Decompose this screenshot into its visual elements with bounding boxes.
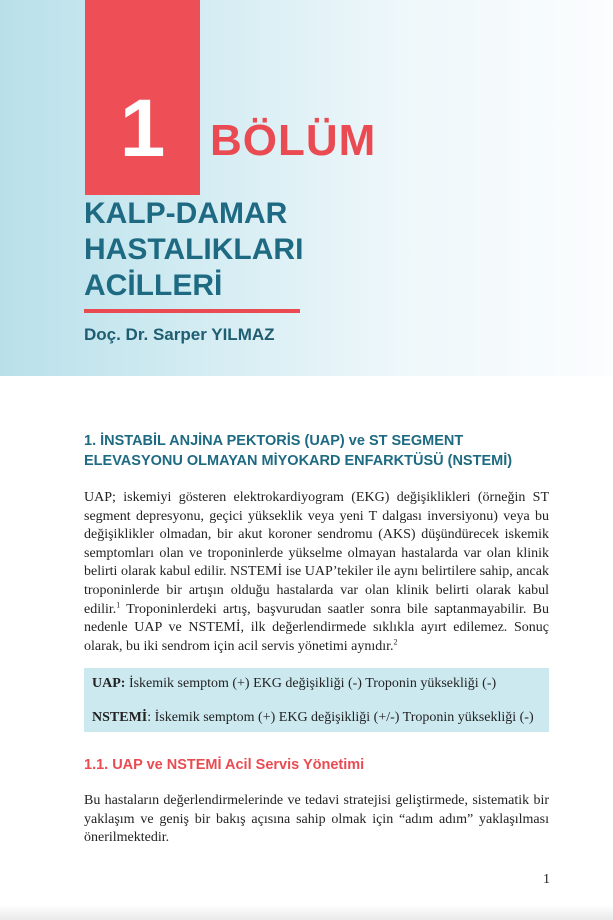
nstemi-definition-text: : İskemik semptom (+) EKG değişikliği (+/-) Troponin yüksekliği (-): [147, 710, 534, 725]
reference-superscript: 1: [116, 599, 121, 609]
uap-definition: [92, 675, 496, 693]
paragraph-text: UAP; iskemiyi gösteren elektrokardiyogram (EKG) değişiklikleri (örneğin ST segment depresyonu, geçici yükseklik veya yeni T dalgası inversiyonu) veya bu değişiklikler olmadan, bir akut koroner sendromu (AKS) düşündürecek iskemik semptomları olan ve troponinlerde yükselme olmayan hastalarda var olan klinik belirti olarak kabul edilir. NSTEMİ ise UAP’tekiler ile aynı belirtilere sahip, ancak troponinlerde bir artışın olduğu hastalarda var olan klinik belirti olarak kabul edilir.: [84, 490, 549, 617]
chapter-title-line: ACİLLERİ: [84, 269, 223, 302]
paragraph-text: Troponinlerdeki artış, başvurudan saatler sonra bile saptanmayabilir. Bu nedenle UAP ve NSTEMİ, ilk değerlendirmede sıklıkla ayırt edilemez. Sonuç olarak, bu iki sendrom için acil servis yönetimi aynıdır.: [84, 601, 549, 654]
section-heading-line: 1. İNSTABİL ANJİNA PEKTORİS (UAP) ve ST SEGMENT: [84, 433, 464, 449]
page-number: 1: [543, 872, 550, 887]
page-bottom-shadow: [0, 905, 613, 920]
body-paragraph: [84, 489, 549, 656]
nstemi-definition: [92, 709, 534, 727]
title-underline-divider: [84, 309, 300, 313]
chapter-title: [84, 196, 444, 304]
uap-definition-text: İskemik semptom (+) EKG değişikliği (-) Troponin yüksekliği (-): [125, 676, 497, 691]
section-heading-line: ELEVASYONU OLMAYAN MİYOKARD ENFARKTÜSÜ (NSTEMİ): [84, 453, 513, 469]
subsection-heading: 1.1. UAP ve NSTEMİ Acil Servis Yönetimi: [84, 757, 365, 773]
definition-info-box: [84, 668, 549, 732]
nstemi-label: NSTEMİ: [92, 710, 148, 725]
section-heading: [84, 431, 564, 471]
reference-superscript: 2: [393, 637, 398, 647]
chapter-number: 1: [119, 83, 166, 174]
author-name: Doç. Dr. Sarper YILMAZ: [84, 325, 275, 344]
body-paragraph: Bu hastaların değerlendirmelerinde ve tedavi stratejisi geliştirmede, sistematik bir yaklaşım ve geniş bir bakış açısına sahip olmak için “adım adım” yaklaşılması önerilmektedir.: [84, 793, 549, 846]
chapter-title-line: KALP-DAMAR: [84, 197, 288, 230]
chapter-label: BÖLÜM: [210, 116, 377, 165]
uap-label: UAP:: [92, 676, 126, 691]
chapter-title-line: HASTALIKLARI: [84, 233, 304, 266]
